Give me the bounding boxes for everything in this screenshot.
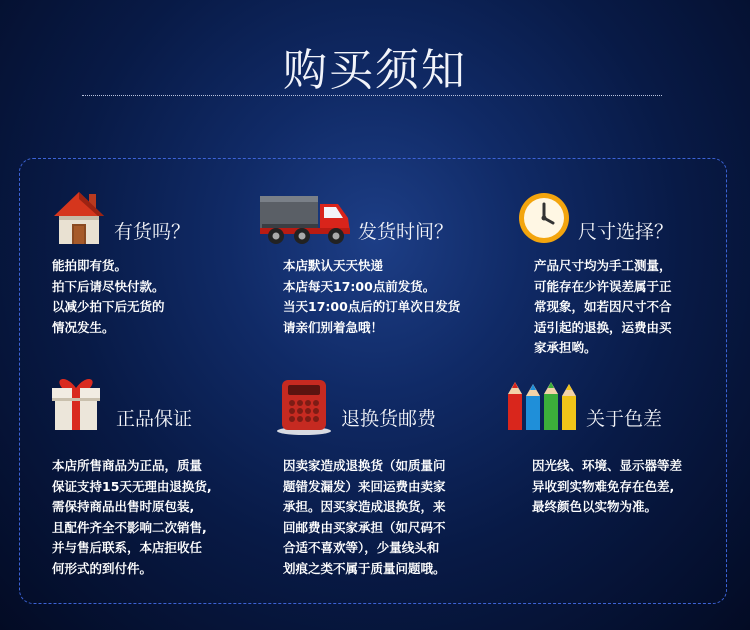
- card-body: [52, 256, 165, 338]
- card-line: 以减少拍下后无货的: [52, 299, 165, 314]
- calculator-icon: [276, 378, 334, 440]
- card-line: 能拍即有货。: [52, 258, 128, 273]
- card-line: 情况发生。: [52, 319, 115, 335]
- card-line: 因卖家造成退换货（如质量问: [283, 458, 446, 473]
- card-line: 本店所售商品为正品，质量: [52, 458, 203, 473]
- card-title: 正品保证: [116, 408, 193, 430]
- card-line: 划痕之类不属于质量问题哦。: [283, 560, 446, 576]
- title-divider: [82, 95, 662, 96]
- card-body: [534, 256, 672, 359]
- card-title: 发货时间？: [358, 221, 454, 243]
- card-line: 回邮费由买家承担（如尺码不: [283, 519, 446, 535]
- card-line: 异收到实物难免存在色差,: [532, 478, 675, 494]
- card-line: 题错发漏发）来回运费由卖家: [283, 478, 446, 494]
- card-line: 产品尺寸均为手工测量，: [534, 258, 672, 273]
- card-line: 因光线、环境、显示器等差: [532, 458, 683, 473]
- card-title: 有货吗？: [114, 221, 191, 243]
- card-body: [283, 456, 446, 579]
- card-body: [283, 256, 460, 338]
- page-title: 购买须知: [283, 45, 467, 96]
- card-line: 适引起的退换，运费由买: [534, 319, 672, 335]
- card-line: 最终颜色以实物为准。: [532, 499, 658, 514]
- card-title: 尺寸选择？: [578, 221, 674, 243]
- card-line: 常现象，如若因尺寸不合: [534, 299, 672, 314]
- card-line: 家承担哟。: [534, 340, 597, 355]
- colored-pencils-icon: [506, 382, 580, 436]
- card-line: 并与售后联系，本店拒收任: [52, 540, 203, 555]
- card-title: 关于色差: [586, 408, 663, 430]
- card-title: 退换货邮费: [341, 408, 437, 430]
- house-icon: [52, 190, 106, 252]
- card-line: 承担。因买家造成退换货，来: [283, 499, 446, 514]
- card-line: 请亲们别着急哦！: [283, 319, 384, 335]
- card-line: 合适不喜欢等），少量线头和: [283, 540, 440, 555]
- card-line: 拍下后请尽快付款。: [52, 278, 165, 294]
- gift-box-icon: [50, 374, 102, 436]
- card-line: 且配件齐全不影响二次销售,: [52, 519, 207, 535]
- card-body: [532, 456, 682, 518]
- card-line: 需保持商品出售时原包装,: [52, 499, 195, 514]
- card-line: 可能存在少许误差属于正: [534, 278, 672, 294]
- card-body: [52, 456, 212, 579]
- clock-icon: [518, 192, 570, 248]
- card-line: 何形式的到付件。: [52, 560, 153, 576]
- card-line: 本店默认天天快递: [283, 258, 384, 273]
- card-line: 本店每天17:00点前发货。: [283, 278, 436, 294]
- delivery-truck-icon: [258, 194, 352, 250]
- card-line: 保证支持15天无理由退换货,: [52, 478, 212, 494]
- card-line: 当天17:00点后的订单次日发货: [283, 299, 461, 314]
